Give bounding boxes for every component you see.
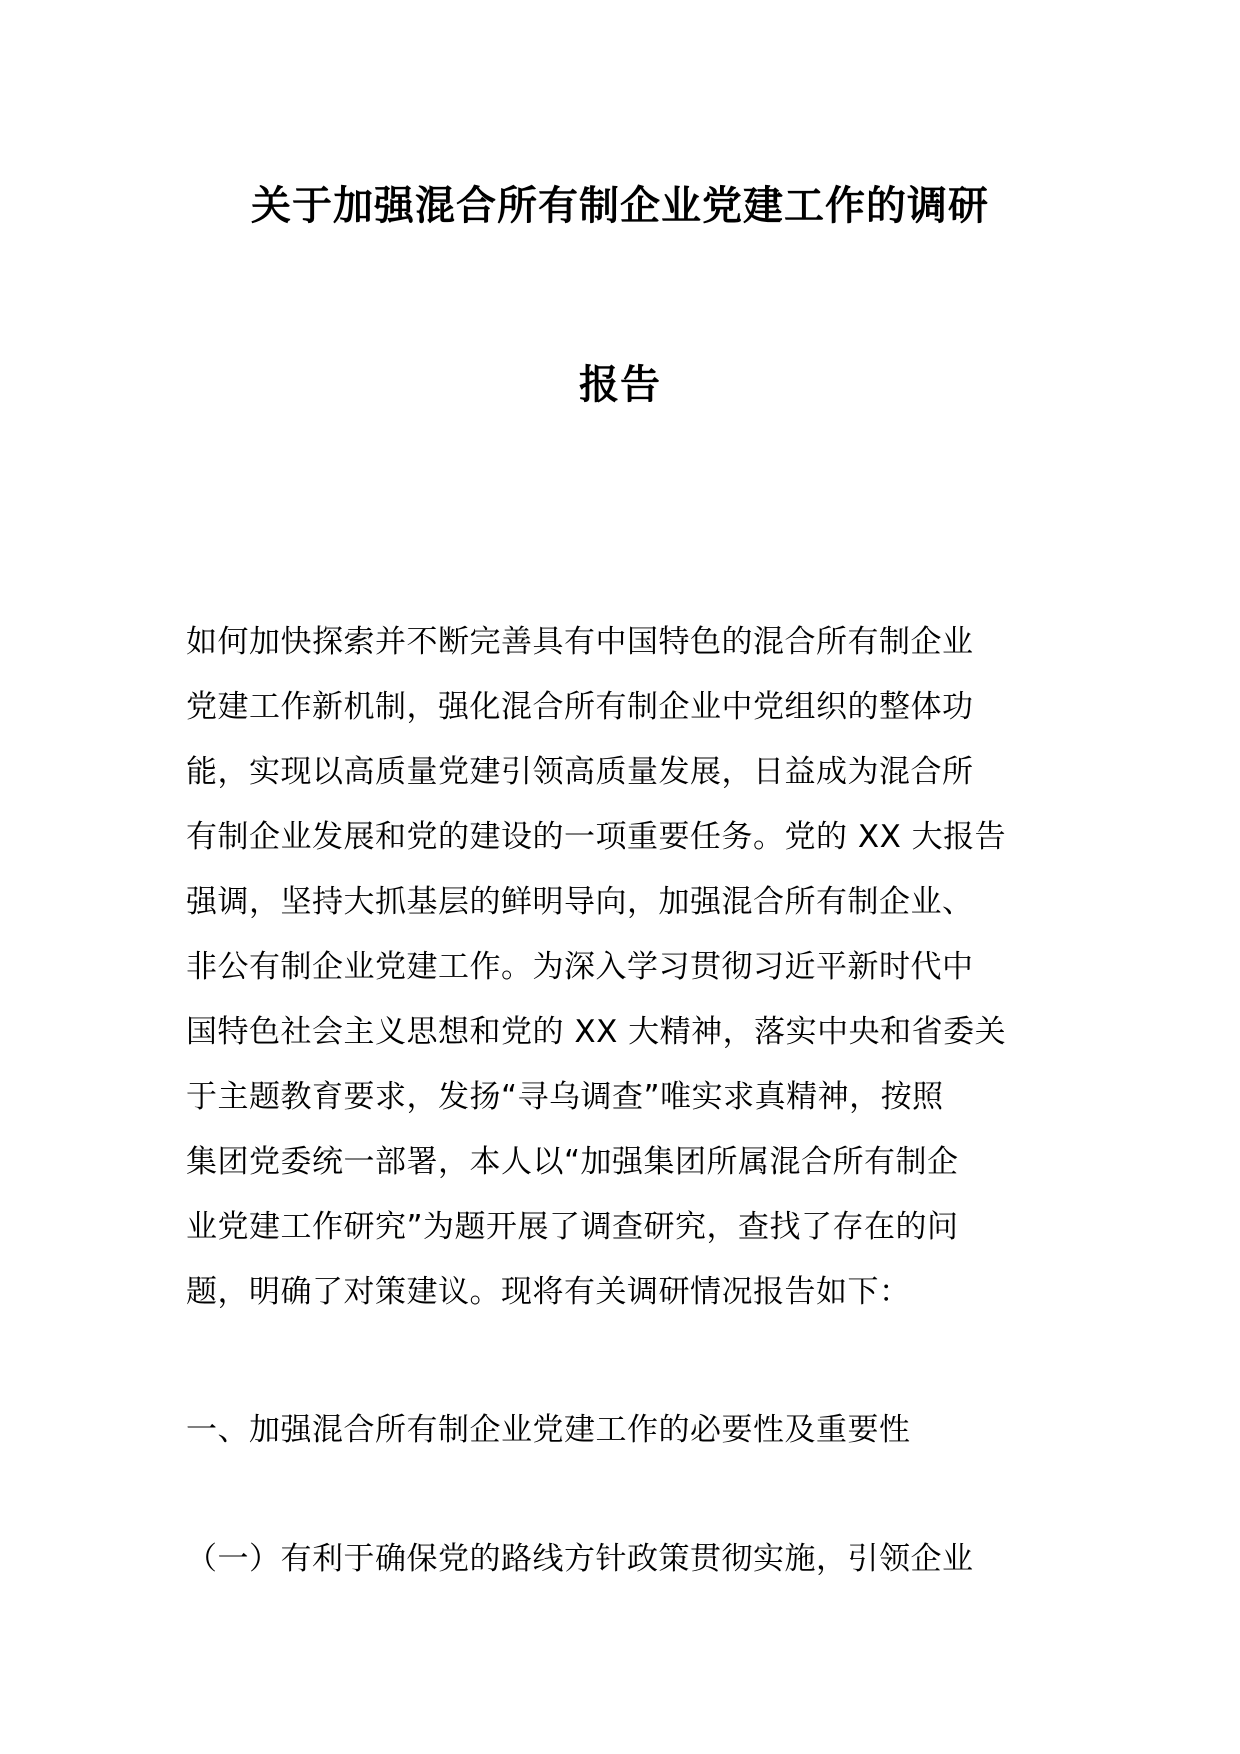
section-heading-text: 一、加强混合所有制企业党建工作的必要性及重要性 bbox=[186, 1412, 911, 1448]
paragraph-line: 国特色社会主义思想和党的 XX 大精神，落实中央和省委关 bbox=[186, 1014, 1007, 1050]
section-heading bbox=[186, 1398, 1056, 1463]
paragraph-line: 如何加快探索并不断完善具有中国特色的混合所有制企业 bbox=[186, 624, 974, 660]
paragraph-line: 于主题教育要求，发扬“寻乌调查”唯实求真精神，按照 bbox=[186, 1079, 944, 1115]
document-title-line-1: 关于加强混合所有制企业党建工作的调研 bbox=[251, 183, 989, 229]
paragraph-line: 有制企业发展和党的建设的一项重要任务。党的 XX 大报告 bbox=[186, 819, 1007, 855]
subsection-heading-text: （一）有利于确保党的路线方针政策贯彻实施，引领企业 bbox=[186, 1541, 974, 1577]
document-title-line-2: 报告 bbox=[579, 362, 661, 408]
paragraph-line: 业党建工作研究”为题开展了调查研究，查找了存在的问 bbox=[186, 1209, 959, 1245]
paragraph-line: 非公有制企业党建工作。为深入学习贯彻习近平新时代中 bbox=[186, 949, 974, 985]
paragraph-line: 集团党委统一部署，本人以“加强集团所属混合所有制企 bbox=[186, 1144, 959, 1180]
paragraph-line: 题，明确了对策建议。现将有关调研情况报告如下： bbox=[186, 1274, 911, 1310]
paragraph-line: 强调，坚持大抓基层的鲜明导向，加强混合所有制企业、 bbox=[186, 884, 974, 920]
subsection-heading bbox=[186, 1527, 1056, 1592]
paragraph-line: 党建工作新机制，强化混合所有制企业中党组织的整体功 bbox=[186, 689, 974, 725]
paragraph-line: 能，实现以高质量党建引领高质量发展，日益成为混合所 bbox=[186, 754, 974, 790]
intro-paragraph bbox=[186, 610, 1056, 1325]
